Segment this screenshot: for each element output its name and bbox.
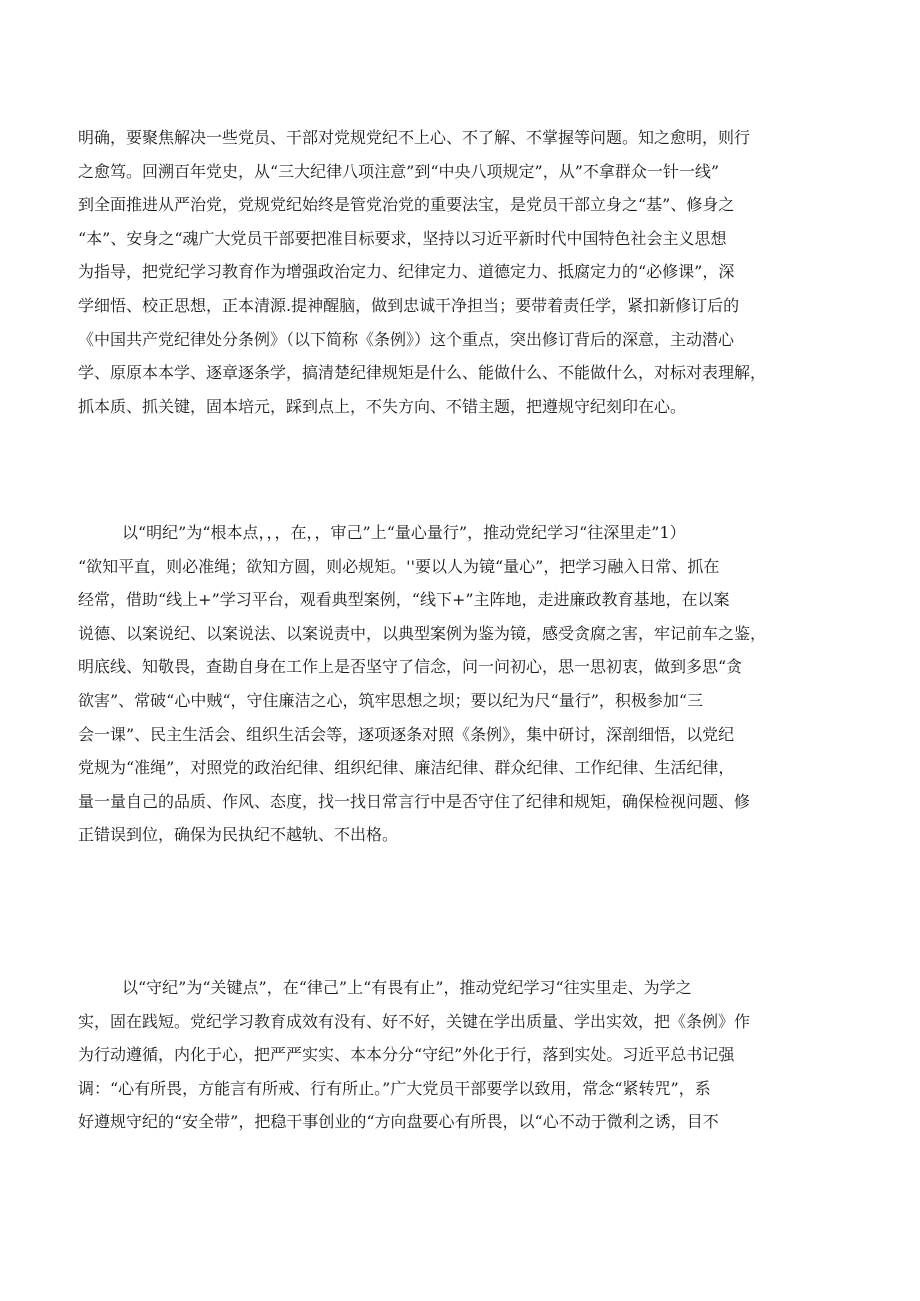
- text-line: 学、原原本本学、逐章逐条学，搞清楚纪律规矩是什么、能做什么、不能做什么，对标对表理解，: [78, 363, 767, 383]
- text-line: 以“守纪”为“关键点”，在“律己”上“有畏有止”，推动党纪学习“往实里走、为学之: [122, 978, 692, 997]
- text-line: 为指导，把党纪学习教育作为增强政治定力、纪律定力、道德定力、抵腐定力的“必修课”，深: [78, 262, 735, 282]
- text-line: 调：“心有所畏，方能言有所戒、行有所止。”广大党员干部要学以致用，常念“紧转咒”，系: [78, 1078, 711, 1098]
- text-line: 为行动遵循，内化于心，把严严实实、本本分分“守纪”外化于行，落到实处。习近平总书记强: [78, 1045, 735, 1065]
- text-line: 好遵规守纪的“安全带”，把稳干事创业的“方向盘要心有所畏，以“心不动于微利之诱，目不: [78, 1112, 719, 1132]
- text-line: 明确，要聚焦解决一些党员、干部对党规党纪不上心、不了解、不掌握等问题。知之愈明，则行: [78, 128, 751, 147]
- text-line: 经常，借助“线上+”学习平台，观看典型案例，“线下+”主阵地，走进廉政教育基地，在以案: [78, 590, 730, 610]
- text-line: 正错误到位，确保为民执纪不越轨、不出格。: [78, 825, 399, 845]
- text-line: 欲害”、常破“心中贼“，守住廉洁之心，筑牢思想之坝；要以纪为尺“量行”，积极参加“三: [78, 690, 704, 710]
- text-line: “本”、安身之“魂广大党员干部要把准目标要求，坚持以习近平新时代中国特色社会主义思想: [78, 228, 727, 248]
- text-line: 学细悟、校正思想，正本清源.提神醒脑，做到忠诚干净担当；要带着责任学，紧扣新修订后的: [78, 295, 740, 315]
- text-line: 抓本质、抓关键，固本培元，踩到点上，不失方向、不错主题，把遵规守纪刻印在心。: [78, 396, 687, 416]
- text-line: 量一量自己的品质、作风、态度，找一找日常言行中是否守住了纪律和规矩，确保检视问题、修: [78, 791, 751, 811]
- text-line: 说德、以案说纪、以案说法、以案说责中，以典型案例为鉴为镜，感受贪腐之害，牢记前车之鉴，: [78, 623, 767, 643]
- text-line: “欲知平直，则必准绳；欲知方圆，则必规矩。''要以人为镜“量心”，把学习融入日常、抓在: [78, 556, 720, 576]
- paragraph-3: [78, 971, 858, 1139]
- paragraph-1: [78, 121, 858, 423]
- text-line: 实，固在践短。党纪学习教育成效有没有、好不好，关键在学出质量、学出实效，把《条例》作: [78, 1011, 751, 1031]
- text-line: 党规为“准绳”，对照党的政治纪律、组织纪律、廉洁纪律、群众纪律、工作纪律、生活纪律，: [78, 758, 735, 778]
- paragraph-2: [78, 516, 858, 852]
- text-line: 《中国共产党纪律处分条例》（以下简称《条例》）这个重点，突出修订背后的深意，主动潜心: [78, 329, 735, 349]
- text-line: 到全面推进从严治党，党规党纪始终是管党治党的重要法宝，是党员干部立身之“基”、修身之: [78, 195, 735, 215]
- text-line: 以“明纪”为“根本点，，，在，，审己”上“量心量行”，推动党纪学习“往深里走”1）: [122, 523, 686, 542]
- text-line: 之愈笃。回溯百年党史，从“三大纪律八项注意”到“中央八项规定”，从”不拿群众一针一线”: [78, 161, 720, 181]
- text-line: 明底线、知敬畏，查勘自身在工作上是否坚守了信念，问一问初心，思一思初衷，做到多思“贪: [78, 657, 743, 677]
- text-line: 会一课”、民主生活会、组织生活会等，逐项逐条对照《条例》，集中研讨，深剖细悟，以党纪: [78, 724, 735, 744]
